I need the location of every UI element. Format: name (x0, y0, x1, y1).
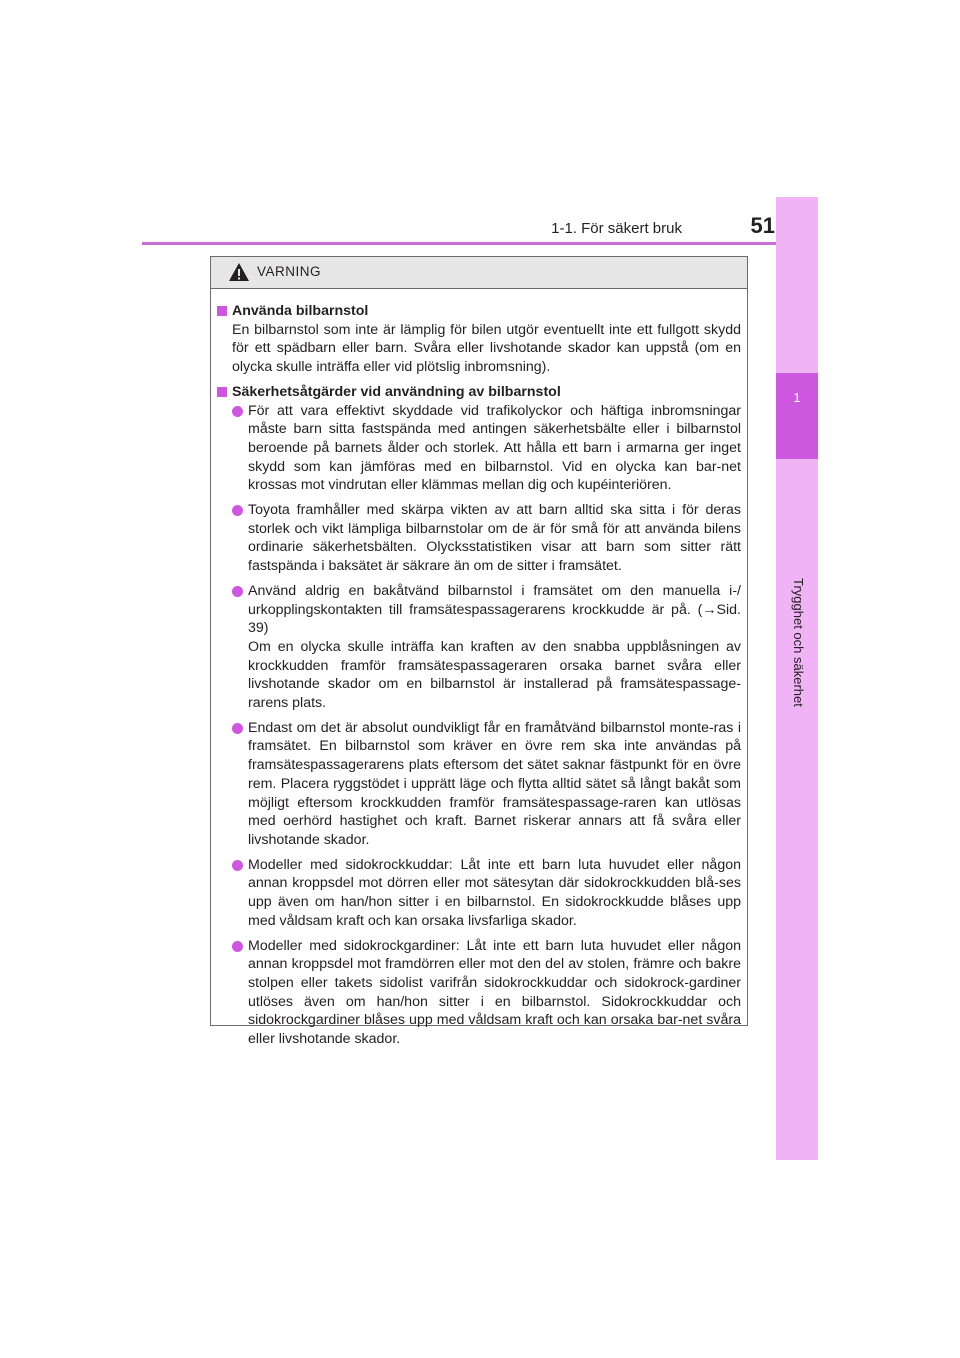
chapter-title: Trygghet och säkerhet (791, 578, 806, 707)
square-bullet-icon (217, 306, 227, 316)
list-item-text: Modeller med sidokrockgardiner: Låt inte ett barn luta huvudet eller någon annan kroppsdel mot framdörren eller mot den del av stolen, främre och bakre stolpen eller takets sidolist varifrån sidokrockkuddar och sidokrock-gardiner utlöses även om han/hon sitter i en bilbarnstol. Sidokrockkuddar och sidokrockgardiner blåses upp med våldsam kraft och kan orsaka bar-net svåra eller livshotande skador. (248, 937, 741, 1048)
list-item-text: Toyota framhåller med skärpa vikten av att barn alltid ska sitta i för deras storlek och vikt lämpliga bilbarnstolar om de är för små för att använda bilens ordinarie säkerhetsbälten. Olycksstatistiken visar att barn som sitter rätt fastspända i baksätet är säkrare än om de sitter i framsätet. (248, 502, 741, 575)
list-item (216, 937, 741, 1049)
page-number: 51 (750, 213, 775, 238)
chapter-tab-active[interactable] (776, 373, 818, 459)
warning-triangle-icon (228, 262, 250, 282)
section-heading-text: Säkerhetsåtgärder vid användning av bilbarnstol (232, 383, 561, 400)
list-item (216, 719, 741, 850)
section-heading (216, 383, 741, 402)
list-item (216, 501, 741, 576)
list-item (216, 402, 741, 496)
warning-label: VARNING (257, 264, 322, 279)
section-reference: 1-1. För säkert bruk (551, 220, 682, 237)
section-text: En bilbarnstol som inte är lämplig för bilen utgör eventuellt inte ett fullgott skydd för ett spädbarn eller barn. Svåra eller livshotande skador kan uppstå (om en olycka skulle inträffa eller vid plötslig inbromsning). (232, 321, 741, 376)
warning-box (210, 256, 748, 1048)
list-item-text: För att vara effektivt skyddade vid trafikolyckor och häftiga inbromsningar måste barn sitta fastspända med antingen säkerhetsbälte eller i bilbarnstol beroende på barnets ålder och storlek. Att hålla ett barn i armarna ger inget skydd som kan jämföras med en bilbarnstol. Vid en olycka kan bar-net krossas mot vindrutan eller klämmas mellan dig och kupéinteriören. (248, 402, 741, 494)
list-item-text: Använd aldrig en bakåtvänd bilbarnstol i framsätet om den manuella i-/ urkopplingskontakten till framsätespassagerarens krockkudde är på. (→Sid. 39) (248, 582, 741, 637)
round-bullet-icon (232, 941, 243, 952)
header-rule (142, 242, 818, 245)
section-heading (216, 302, 741, 321)
list-item (216, 582, 741, 713)
list-item-text: Endast om det är absolut oundvikligt får en framåtvänd bilbarnstol monte-ras i framsätet. En bilbarnstol som kräver en övre rem ska inte användas på framsätespassagerarens plats eftersom det sätet saknar fästpunkt för en övre rem. Placera ryggstödet i upprätt läge och flytta alltid sätet så långt bakåt som möjligt eftersom krockkudden framför framsätespassage-raren kan utlösas med oerhörd hastighet och kraft. Barnet riskerar annars att få svåra eller livshotande skador. (248, 719, 741, 848)
round-bullet-icon (232, 723, 243, 734)
warning-header (211, 257, 747, 289)
round-bullet-icon (232, 860, 243, 871)
warning-body (211, 289, 747, 1049)
round-bullet-icon (232, 505, 243, 516)
chapter-number: 1 (793, 390, 801, 405)
section-heading-text: Använda bilbarnstol (232, 303, 369, 319)
list-item (216, 856, 741, 931)
round-bullet-icon (232, 586, 243, 597)
list-item-text: Modeller med sidokrockkuddar: Låt inte ett barn luta huvudet eller någon annan kroppsdel mot dörren eller mot sätesytan där sidokrockkudden blå-ses upp även om han/hon sitter i en bilbarnstol. En sidokrockkudde blåses upp med våldsam kraft och kan orsaka livsfarliga skador. (248, 856, 741, 929)
round-bullet-icon (232, 406, 243, 417)
square-bullet-icon (217, 387, 227, 397)
list-item-text-continued: Om en olycka skulle inträffa kan kraften av den snabba uppblåsningen av krockkudden framför framsätespassageraren orsaka barnet svåra eller livshotande skador om en bilbarnstol är installerad på framsätespassage-rarens plats. (248, 638, 741, 712)
